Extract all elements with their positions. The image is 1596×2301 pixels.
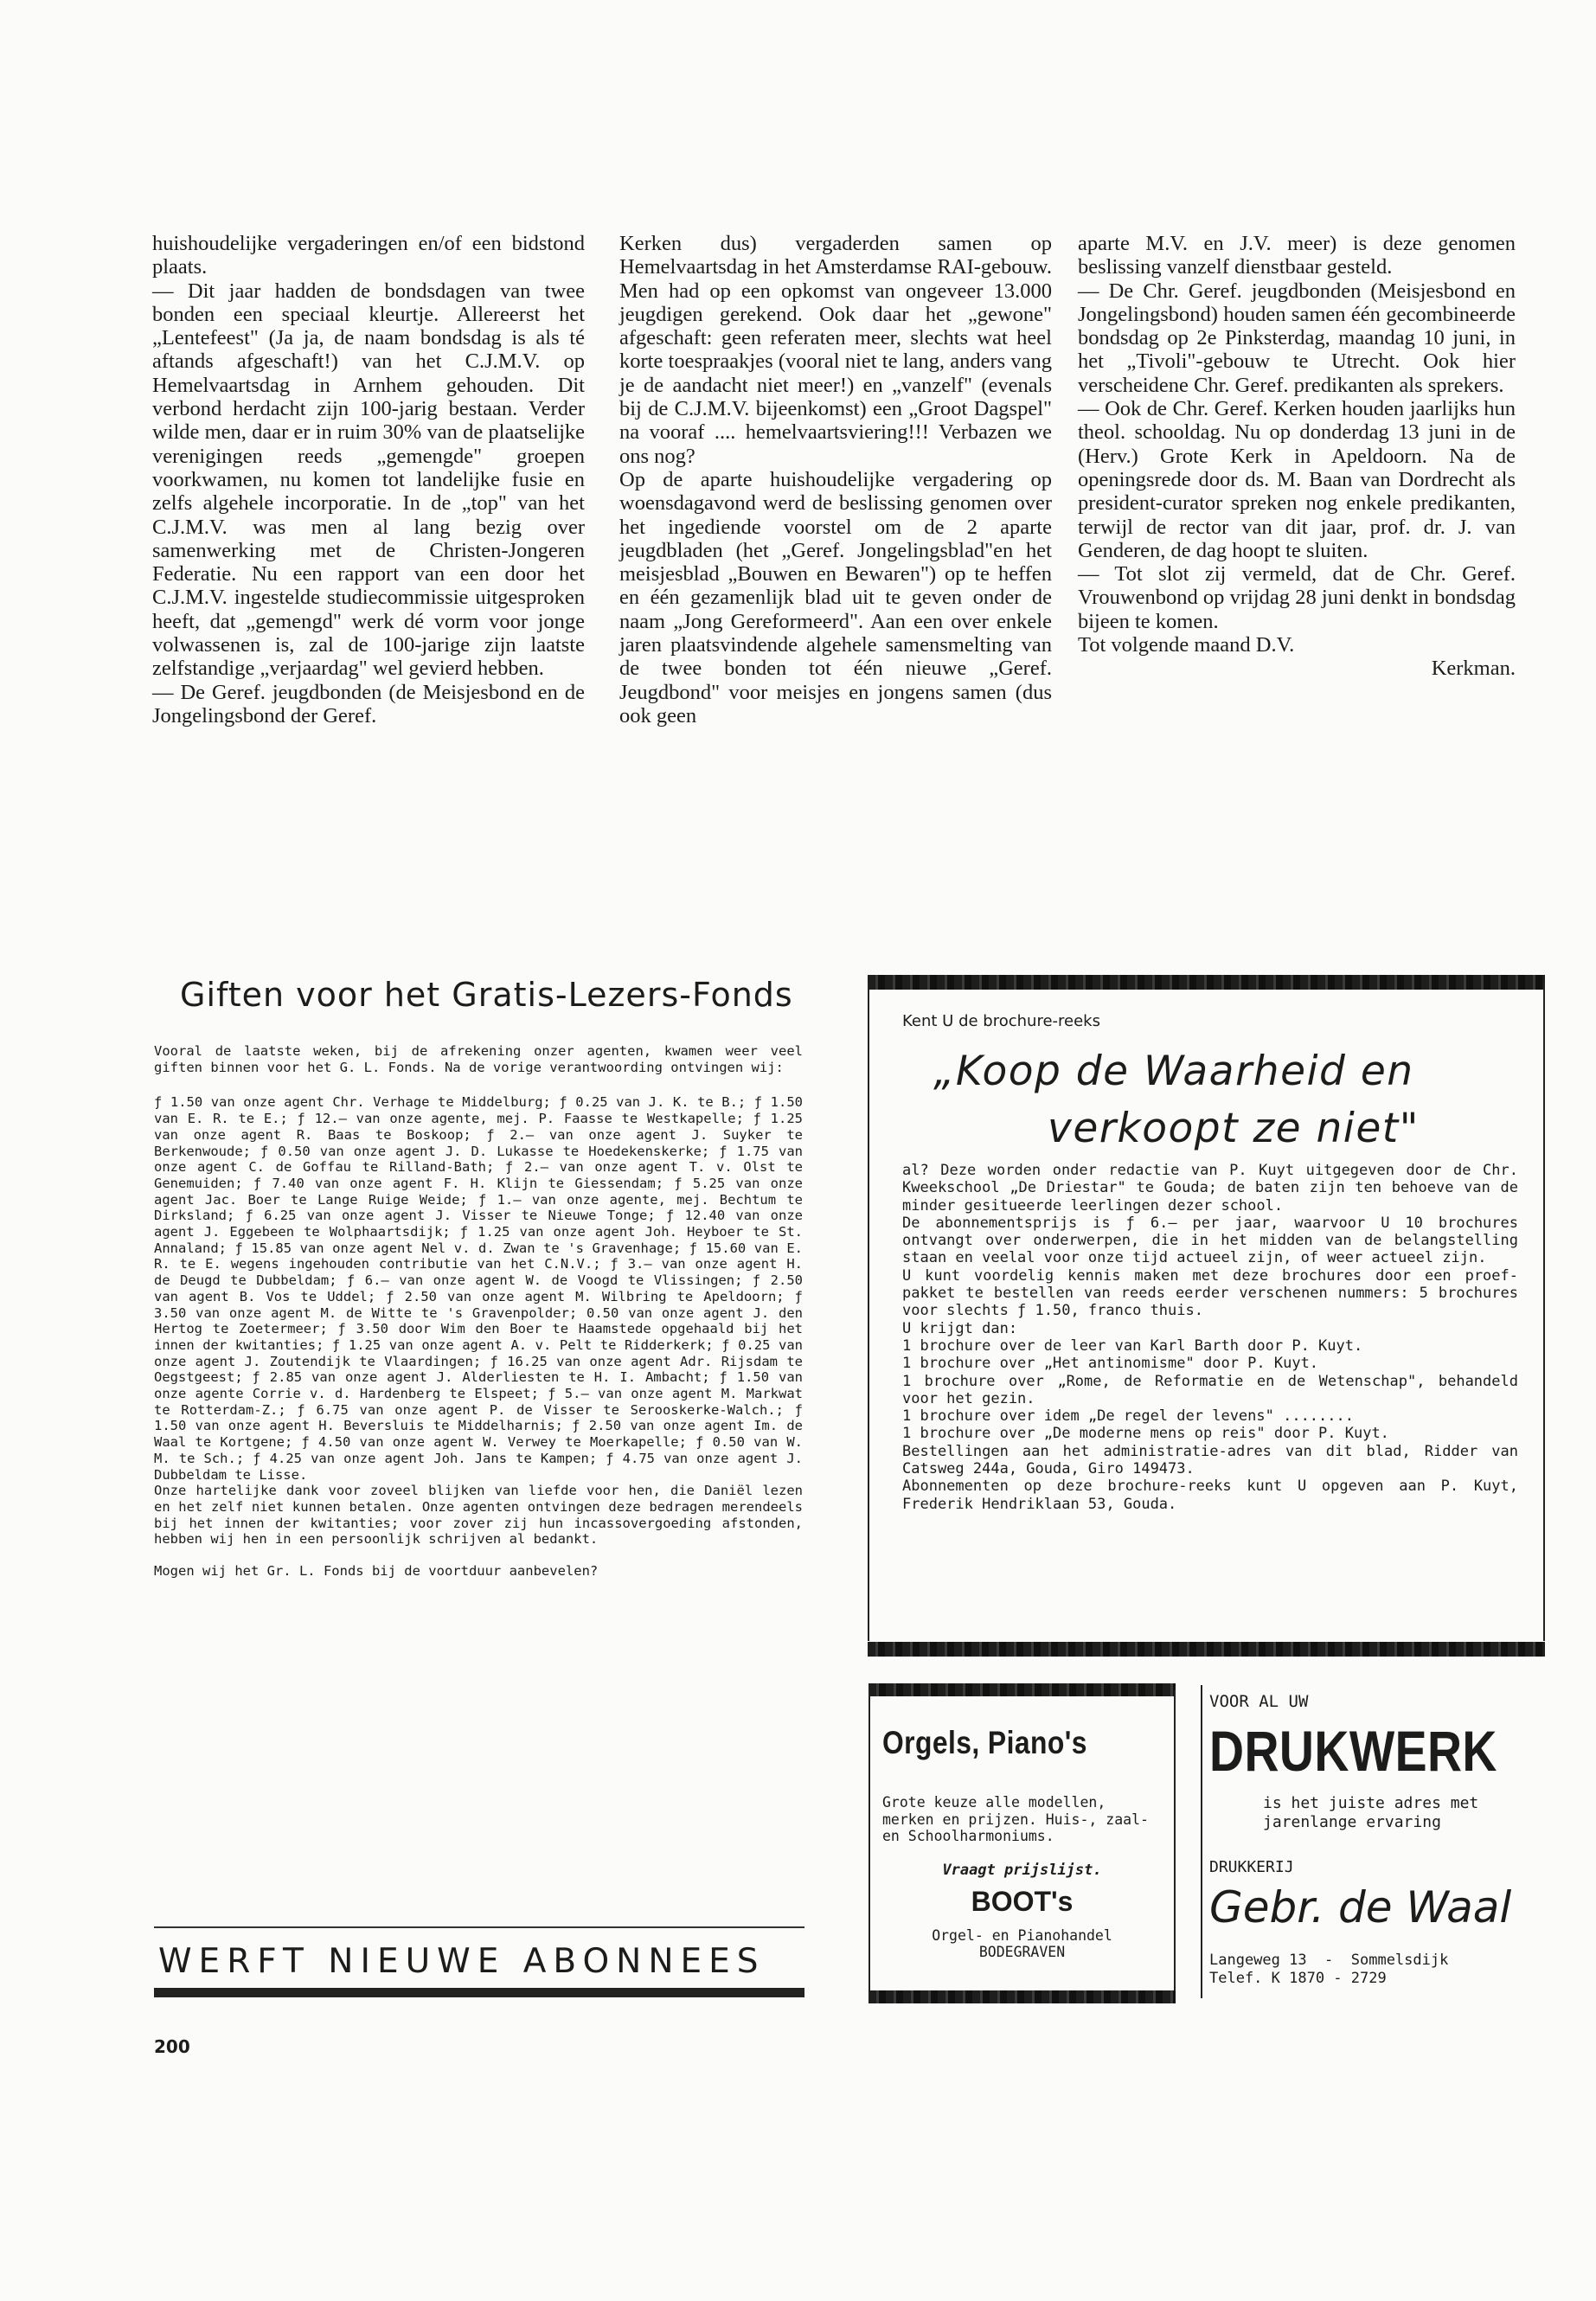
print-ad-address-line: Langeweg 13 - Sommelsdijk — [1209, 1952, 1449, 1969]
organ-ad-address-line: BODEGRAVEN — [978, 1944, 1066, 1960]
giften-body — [154, 1043, 803, 1580]
giften-intro: Vooral de laatste weken, bij de afrekening onzer agenten, kwamen weer veel giften binnen voor het G. L. Fonds. Na de vorige verantwoording ontvingen wij: — [154, 1043, 803, 1075]
organ-ad-title: Orgels, Piano's — [882, 1725, 1087, 1760]
print-ad-label: DRUKKERIJ — [1209, 1858, 1294, 1876]
organ-ad-address — [869, 1927, 1176, 1960]
page-number: 200 — [154, 2036, 190, 2057]
organ-ad-brand: BOOT's — [971, 1886, 1074, 1917]
brochure-title-line-1: „Koop de Waarheid en — [933, 1048, 1414, 1095]
box-border-bottom — [868, 1642, 1545, 1657]
giften-title: Giften voor het Gratis-Lezers-Fonds — [180, 976, 793, 1014]
organ-advertisement — [869, 1683, 1176, 2003]
werft-banner: WERFT NIEUWE ABONNEES — [158, 1942, 766, 1981]
brochure-list-item: 1 brochure over „Het antinomisme" door P. Kuyt. — [902, 1355, 1319, 1373]
article-column-1 — [152, 232, 585, 727]
printing-advertisement — [1201, 1685, 1547, 2005]
article-column-3 — [1078, 232, 1516, 681]
brochure-paragraph: Abonnementen op deze brochure-reeks kunt U opgeven aan P. Kuyt, Frederik Hendriklaan 53, Gouda. — [902, 1477, 1518, 1513]
brochure-body — [902, 1162, 1518, 1513]
print-ad-address-line: Telef. K 1870 - 2729 — [1209, 1970, 1387, 1987]
giften-thanks: Onze hartelijke dank voor zoveel blijken van liefde voor hen, die Daniël lezen en het zelf niet kunnen betalen. Onze agenten ontvingen deze bedragen merendeels bij het innen der kwitanties; voor zover zij hun incassovergoeding afstonden, hebben wij hen in een persoonlijk schrijven al bedankt. — [154, 1483, 803, 1548]
banner-bar — [154, 1988, 804, 1997]
brochure-list-item: 1 brochure over idem „De regel der levens" ........ — [902, 1407, 1354, 1426]
giften-list: ƒ 1.50 van onze agent Chr. Verhage te Middelburg; ƒ 0.25 van J. K. te B.; ƒ 1.50 van E. R. te E.; ƒ 12.— van onze agente, mej. P. Faasse te Westkapelle; ƒ 1.25 van onze agent R. Baas te Boskoop; ƒ 2.— van onze agent J. Suyker te Berkenwoude; ƒ 0.50 van onze agent J. D. Lukasse te Hoedekenskerke; ƒ 1.75 van onze agent C. de Goffau te Rilland-Bath; ƒ 2.— van onze agent T. v. Olst te Genemuiden; ƒ 7.40 van onze agent F. H. Klijn te Giessendam; ƒ 5.25 van onze agent Jac. Boer te Lange Ruige Weide; ƒ 1.— van onze agente, mej. Bechtum te Dirksland; ƒ 6.25 van onze agent J. Visser te Nieuwe Tonge; ƒ 12.40 van onze agent J. Eggebeen te Wolphaartsdijk; ƒ 1.25 van onze agent Joh. Heyboer te St. Annaland; ƒ 15.85 van onze agent Nel v. d. Zwan te 's Gravenhage; ƒ 15.60 van E. R. te E. wegens ingehouden contributie van het C.N.V.; ƒ 3.— van onze agent H. de Deugd te Dubbeldam; ƒ 6.— van onze agent W. de Voogd te Vlissingen; ƒ 2.50 van agent B. Vos te Uddel; ƒ 2.50 van onze agent M. Wilbring te Apeldoorn; ƒ 3.50 van onze agent M. de Witte te 's Gravenpolder; 0.50 van onze agent J. den Hertog te Zoetermeer; ƒ 3.50 door Wim den Boer te Haamstede opgehaald bij het innen der kwitanties; ƒ 1.25 van onze agent A. v. Pelt te Ridderkerk; ƒ 0.25 van onze agent J. Zoutendijk te Vlaardingen; ƒ 16.25 van onze agent Adr. Rijsdam te Oegstgeest; ƒ 2.85 van onze agent J. Alderliesten te H. I. Ambacht; ƒ 1.50 van onze agente Corrie v. d. Hardenberg te Elspeet; ƒ 5.— van onze agent M. Markwat te Rotterdam-Z.; ƒ 6.75 van onze agent P. de Visser te Serooskerke-Walch.; ƒ 1.50 van onze agent H. Beversluis te Middelharnis; ƒ 2.50 van onze agent Im. de Waal te Kortgene; ƒ 4.50 van onze agent W. Verwey te Moerkapelle; ƒ 0.50 van W. M. te Sch.; ƒ 4.25 van onze agent Joh. Jans te Kampen; ƒ 4.75 van onze agent J. Dubbeldam te Lisse. — [154, 1094, 803, 1483]
brochure-intro: Kent U de brochure-reeks — [902, 1012, 1100, 1030]
organ-ad-cta: Vraagt prijslijst. — [942, 1862, 1102, 1879]
article-paragraph: Kerken dus) vergaderden samen op Hemelvaartsdag in het Amsterdamse RAI-gebouw. Men had op een opkomst van ongeveer 13.000 jeugdigen gerekend. Ook daar het „gewone" afgeschaft: geen referaten meer, slechts wat heel korte toespraakjes (vooral niet te lang, anders vang je de aandacht niet meer!) en „vanzelf" (evenals bij de C.J.M.V. bijeenkomst) een „Groot Dagspel" na vooraf .... hemelvaartsviering!!! Verbazen we ons nog? — [619, 232, 1052, 468]
brochure-paragraph: U kunt voordelig kennis maken met deze brochures door een proef-pakket te bestellen van reeds eerder verschenen nummers: 5 brochures voor slechts ƒ 1.50, franco thuis. — [902, 1266, 1518, 1320]
print-ad-firm: Gebr. de Waal — [1209, 1882, 1512, 1932]
brochure-title-line-2: verkoopt ze niet" — [1048, 1105, 1420, 1152]
brochure-list-item: 1 brochure over „De moderne mens op reis" door P. Kuyt. — [902, 1425, 1389, 1443]
brochure-paragraph: Bestellingen aan het administratie-adres van dit blad, Ridder van Catsweg 244a, Gouda, Giro 149473. — [902, 1442, 1518, 1478]
brochure-paragraph: al? Deze worden onder redactie van P. Kuyt uitgegeven door de Chr. Kweekschool „De Driestar" te Gouda; de baten zijn ten behoeve van de minder gesitueerde leerlingen dezer school. — [902, 1162, 1518, 1215]
brochure-list-item: 1 brochure over de leer van Karl Barth door P. Kuyt. — [902, 1336, 1363, 1355]
article-paragraph: — Dit jaar hadden de bondsdagen van twee bonden een speciaal kleurtje. Allereerst het „Lentefeest" (Ja ja, de naam bondsdag is als té aftands afgeschaft!) van het C.J.M.V. op Hemelvaartsdag in Arnhem gehouden. Dit verbond herdacht zijn 100-jarig bestaan. Verder wilde men, daar er in ruim 30% van de plaatselijke verenigingen reeds „gemengde" groepen voorkwamen, nu komen tot landelijke fusie en zelfs algehele incorporatie. In de „top" van het C.J.M.V. was men al lang bezig over samenwerking met de Christen-Jongeren Federatie. Nu een rapport van een door het C.J.M.V. ingestelde studiecommissie uitgesproken heeft, dat „gemengd" werk dé vorm voor jonge volwassenen is, zal de 100-jarige zijn laatste zelfstandige „verjaardag" wel gevierd hebben. — [152, 279, 585, 681]
box-border-bottom — [869, 1990, 1176, 2003]
brochure-advertisement — [868, 975, 1545, 1658]
brochure-list — [902, 1337, 1518, 1443]
article-paragraph: — De Geref. jeugdbonden (de Meisjesbond en de Jongelingsbond der Geref. — [152, 680, 585, 727]
divider — [154, 1926, 804, 1928]
brochure-paragraph: De abonnementsprijs is ƒ 6.— per jaar, waarvoor U 10 brochures ontvangt over onderwerpen, die in het midden van de belangstelling staan en veelal voor onze tijd actueel zijn, of weer actueel zijn. — [902, 1214, 1518, 1267]
brochure-list-item: 1 brochure over „Rome, de Reformatie en de Wetenschap", behandeld voor het gezin. — [902, 1372, 1518, 1407]
article-paragraph: — Ook de Chr. Geref. Kerken houden jaarlijks hun theol. schooldag. Nu op donderdag 13 juni in de (Herv.) Grote Kerk in Apeldoorn. Na de openingsrede door ds. M. Baan van Dordrecht als president-curator spreken nog enkele predikanten, terwijl de rector van dit jaar, prof. dr. J. van Genderen, de dag hoopt te sluiten. — [1078, 397, 1516, 562]
organ-ad-address-line: Orgel- en Pianohandel — [932, 1927, 1112, 1944]
print-ad-headline: DRUKWERK — [1209, 1719, 1497, 1783]
article-paragraph: — Tot slot zij vermeld, dat de Chr. Geref. Vrouwenbond op vrijdag 28 juni denkt in bondsdag bijeen te komen. — [1078, 562, 1516, 633]
print-ad-address — [1209, 1952, 1538, 1988]
brochure-paragraph: U krijgt dan: — [902, 1319, 1018, 1337]
article-paragraph: Tot volgende maand D.V. — [1078, 633, 1295, 657]
article-paragraph: huishoudelijke vergaderingen en/of een bidstond plaats. — [152, 232, 585, 279]
article-paragraph: — De Chr. Geref. jeugdbonden (Meisjesbond en Jongelingsbond) houden samen één gecombineerde bondsdag op 2e Pinksterdag, maandag 10 juni, in het „Tivoli"-gebouw te Utrecht. Ook hier verscheidene Chr. Geref. predikanten als sprekers. — [1078, 279, 1516, 397]
print-ad-description: is het juiste adres met jarenlange ervaring — [1263, 1794, 1479, 1831]
organ-ad-description: Grote keuze alle modellen, merken en prijzen. Huis-, zaal- en Schoolharmoniums. — [882, 1794, 1149, 1844]
print-ad-kicker: VOOR AL UW — [1209, 1692, 1309, 1711]
article-column-2 — [619, 232, 1052, 727]
article-paragraph: Op de aparte huishoudelijke vergadering op woensdagavond werd de beslissing genomen over het ingediende voorstel om de 2 aparte jeugdbladen (het „Geref. Jongelingsblad"en het meisjesblad „Bouwen en Bewaren") op te heffen en één gezamenlijk blad uit te geven onder de naam „Jong Gereformeerd". Aan een over enkele jaren plaatsvindende algehele samensmelting van de twee bonden tot één nieuwe „Geref. Jeugdbond" voor meisjes en jongens samen (dus ook geen — [619, 467, 1052, 727]
article-signature: Kerkman. — [1431, 657, 1516, 681]
giften-closing: Mogen wij het Gr. L. Fonds bij de voortduur aanbevelen? — [154, 1563, 599, 1580]
divider — [1201, 1685, 1202, 1998]
article-paragraph: aparte M.V. en J.V. meer) is deze genomen beslissing vanzelf dienstbaar gesteld. — [1078, 232, 1516, 279]
